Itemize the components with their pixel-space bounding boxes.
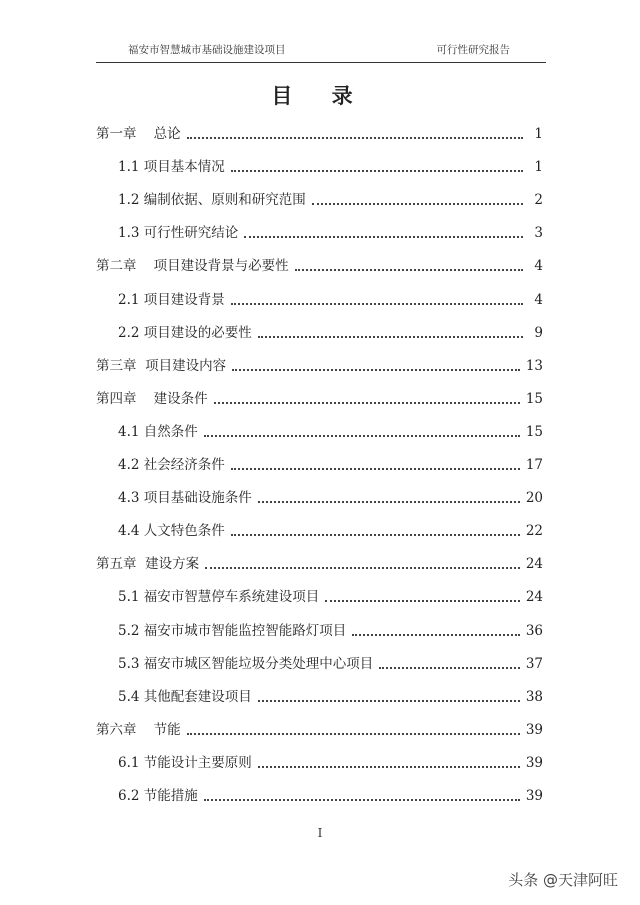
toc-entry[interactable] bbox=[0, 178, 640, 208]
toc-entry-page: 17 bbox=[525, 457, 543, 473]
toc-entry-label: 5.3 福安市城区智能垃圾分类处理中心项目 bbox=[118, 655, 374, 672]
toc-entry-page: 39 bbox=[525, 788, 543, 804]
watermark-text: 头条 @天津阿旺 bbox=[508, 871, 618, 889]
toc-leader-dots bbox=[258, 335, 523, 338]
toc-leader-dots bbox=[214, 401, 520, 404]
toc-leader-dots bbox=[258, 500, 520, 503]
toc-entry-label: 第三章 项目建设内容 bbox=[96, 357, 227, 374]
toc-entry-label: 第一章 总论 bbox=[96, 126, 181, 142]
toc-entry[interactable] bbox=[0, 278, 640, 308]
toc-leader-dots bbox=[187, 732, 520, 735]
page-number: I bbox=[317, 826, 323, 840]
toc-entry-label: 4.1 自然条件 bbox=[118, 423, 198, 440]
toc-entry[interactable] bbox=[0, 708, 640, 738]
toc-entry-label: 6.2 节能措施 bbox=[118, 788, 198, 804]
toc-leader-dots bbox=[244, 235, 523, 238]
toc-entry-page: 22 bbox=[525, 523, 543, 540]
toc-entry[interactable] bbox=[0, 675, 640, 705]
toc-entry-page: 24 bbox=[525, 589, 543, 606]
toc-entry-page: 1 bbox=[534, 126, 543, 142]
toc-leader-dots bbox=[231, 467, 520, 470]
toc-entry-label: 第六章 节能 bbox=[96, 721, 181, 738]
toc-leader-dots bbox=[379, 666, 520, 669]
toc-entry[interactable] bbox=[0, 774, 640, 804]
toc-entry[interactable] bbox=[0, 443, 640, 473]
toc-entry-page: 2 bbox=[534, 192, 543, 209]
header-report-type: 可行性研究报告 bbox=[436, 44, 510, 56]
toc-entry-label: 2.2 项目建设的必要性 bbox=[118, 324, 252, 341]
toc-entry-page: 15 bbox=[525, 390, 543, 407]
toc-entry-label: 1.3 可行性研究结论 bbox=[118, 225, 239, 242]
toc-entry-page: 4 bbox=[534, 291, 543, 308]
toc-entry[interactable] bbox=[0, 509, 640, 539]
toc-entry[interactable] bbox=[0, 642, 640, 672]
toc-entry-page: 1 bbox=[534, 159, 543, 176]
header-project-name: 福安市智慧城市基础设施建设项目 bbox=[128, 44, 286, 56]
toc-entry-label: 5.1 福安市智慧停车系统建设项目 bbox=[118, 589, 320, 606]
page-title: 目 录 bbox=[271, 84, 369, 108]
toc-entry[interactable] bbox=[0, 344, 640, 374]
toc-entry-label: 第四章 建设条件 bbox=[96, 390, 208, 407]
toc-entry-label: 2.1 项目建设背景 bbox=[118, 291, 225, 308]
toc-entry-page: 38 bbox=[525, 688, 543, 705]
toc-entry-label: 1.1 项目基本情况 bbox=[118, 159, 225, 176]
toc-leader-dots bbox=[325, 599, 520, 602]
toc-leader-dots bbox=[231, 169, 523, 172]
toc-leader-dots bbox=[295, 268, 523, 271]
toc-entry-label: 4.3 项目基础设施条件 bbox=[118, 490, 252, 507]
toc-entry[interactable] bbox=[0, 145, 640, 175]
toc-leader-dots bbox=[258, 699, 520, 702]
toc-entry-label: 第五章 建设方案 bbox=[96, 556, 200, 573]
toc-leader-dots bbox=[232, 368, 520, 371]
toc-entry[interactable] bbox=[0, 741, 640, 771]
toc-entry[interactable] bbox=[0, 410, 640, 440]
toc-entry[interactable] bbox=[0, 575, 640, 605]
toc-leader-dots bbox=[205, 566, 520, 569]
toc-leader-dots bbox=[312, 202, 523, 205]
toc-entry-label: 5.2 福安市城市智能监控智能路灯项目 bbox=[118, 622, 347, 639]
toc-entry[interactable] bbox=[0, 112, 640, 142]
page-header bbox=[96, 42, 544, 60]
toc-leader-dots bbox=[231, 533, 520, 536]
toc-entry[interactable] bbox=[0, 211, 640, 241]
toc-entry-page: 3 bbox=[534, 225, 543, 242]
toc-entry-label: 1.2 编制依据、原则和研究范围 bbox=[118, 192, 306, 209]
toc-leader-dots bbox=[204, 434, 520, 437]
toc-entry[interactable] bbox=[0, 609, 640, 639]
toc-entry-page: 20 bbox=[525, 490, 543, 507]
toc-entry-page: 15 bbox=[525, 423, 543, 440]
toc-entry[interactable] bbox=[0, 476, 640, 506]
toc-entry[interactable] bbox=[0, 244, 640, 274]
toc-entry[interactable] bbox=[0, 311, 640, 341]
toc-entry-label: 4.4 人文特色条件 bbox=[118, 523, 225, 540]
toc-entry-page: 39 bbox=[525, 754, 543, 771]
toc-entry-page: 9 bbox=[534, 324, 543, 341]
toc-entry-page: 24 bbox=[525, 556, 543, 573]
toc-leader-dots bbox=[258, 765, 520, 768]
toc-entry[interactable] bbox=[0, 377, 640, 407]
toc-entry-label: 6.1 节能设计主要原则 bbox=[118, 754, 252, 771]
toc-entry-page: 39 bbox=[525, 721, 543, 738]
toc-entry-page: 4 bbox=[534, 258, 543, 275]
toc-leader-dots bbox=[187, 136, 523, 139]
toc-leader-dots bbox=[204, 798, 520, 801]
toc-leader-dots bbox=[352, 633, 520, 636]
toc-entry-page: 13 bbox=[525, 357, 543, 374]
toc-entry-label: 4.2 社会经济条件 bbox=[118, 457, 225, 473]
toc-leader-dots bbox=[231, 302, 523, 305]
header-divider bbox=[96, 62, 546, 63]
toc-entry[interactable] bbox=[0, 542, 640, 572]
toc-entry-page: 37 bbox=[525, 655, 543, 672]
toc-entry-label: 5.4 其他配套建设项目 bbox=[118, 688, 252, 705]
toc-entry-page: 36 bbox=[525, 622, 543, 639]
toc-entry-label: 第二章 项目建设背景与必要性 bbox=[96, 258, 289, 275]
